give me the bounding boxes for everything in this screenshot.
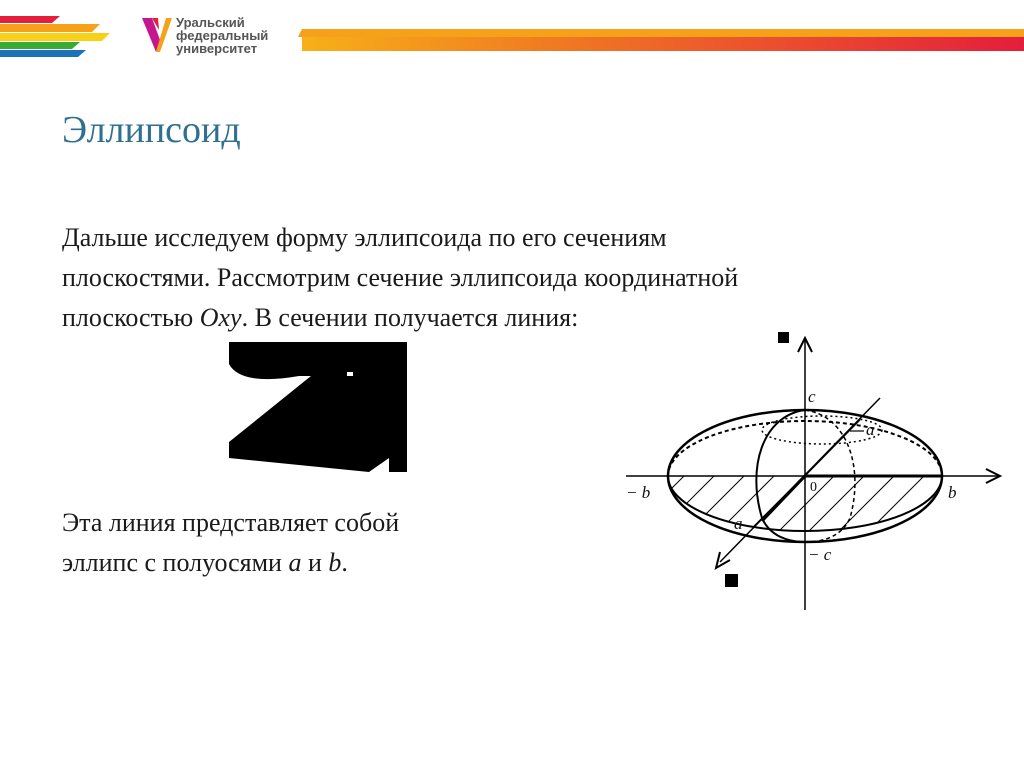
label-a-top: a <box>866 420 875 439</box>
plane-name: Oxy <box>199 303 242 332</box>
university-logo-text <box>176 16 268 55</box>
upper-ray <box>805 420 860 476</box>
label-origin: 0 <box>810 480 817 495</box>
intro-line-2: плоскостями. Рассмотрим сечение эллипсоида координатной <box>62 263 739 292</box>
label-minus-c: − c <box>808 545 832 564</box>
marker-square-bottom <box>725 574 738 587</box>
period: . <box>341 548 348 577</box>
label-c: c <box>808 387 816 406</box>
university-logo-icon <box>142 18 172 52</box>
semiaxis-a-segment <box>762 476 805 521</box>
intro-line-1: Дальше исследуем форму эллипсоида по его сечениям <box>62 223 667 252</box>
formula-image <box>229 342 407 474</box>
conjunction: и <box>301 548 329 577</box>
logo-line-1: Уральский <box>176 15 245 30</box>
brand-stripes <box>0 0 1024 70</box>
logo-line-3: университет <box>176 41 258 56</box>
logo-line-2: федеральный <box>176 28 269 43</box>
ellipsoid-diagram <box>612 318 1024 618</box>
marker-square-top <box>778 332 789 343</box>
conclusion-line-2-prefix: эллипс с полуосями <box>62 548 289 577</box>
label-b: b <box>948 483 957 502</box>
section-hatching <box>622 468 962 538</box>
intro-line-3-suffix: . В сечении получается линия: <box>241 303 579 332</box>
intro-line-3-prefix: плоскостью <box>62 303 200 332</box>
semiaxis-a: a <box>288 548 302 577</box>
header-banner <box>0 0 1024 70</box>
semiaxis-b: b <box>328 548 342 577</box>
label-a-bottom: a <box>734 514 743 533</box>
label-minus-b: − b <box>626 483 651 502</box>
slide-title: Эллипсоид <box>62 109 241 151</box>
conclusion-line-1: Эта линия представляет собой <box>62 508 400 537</box>
